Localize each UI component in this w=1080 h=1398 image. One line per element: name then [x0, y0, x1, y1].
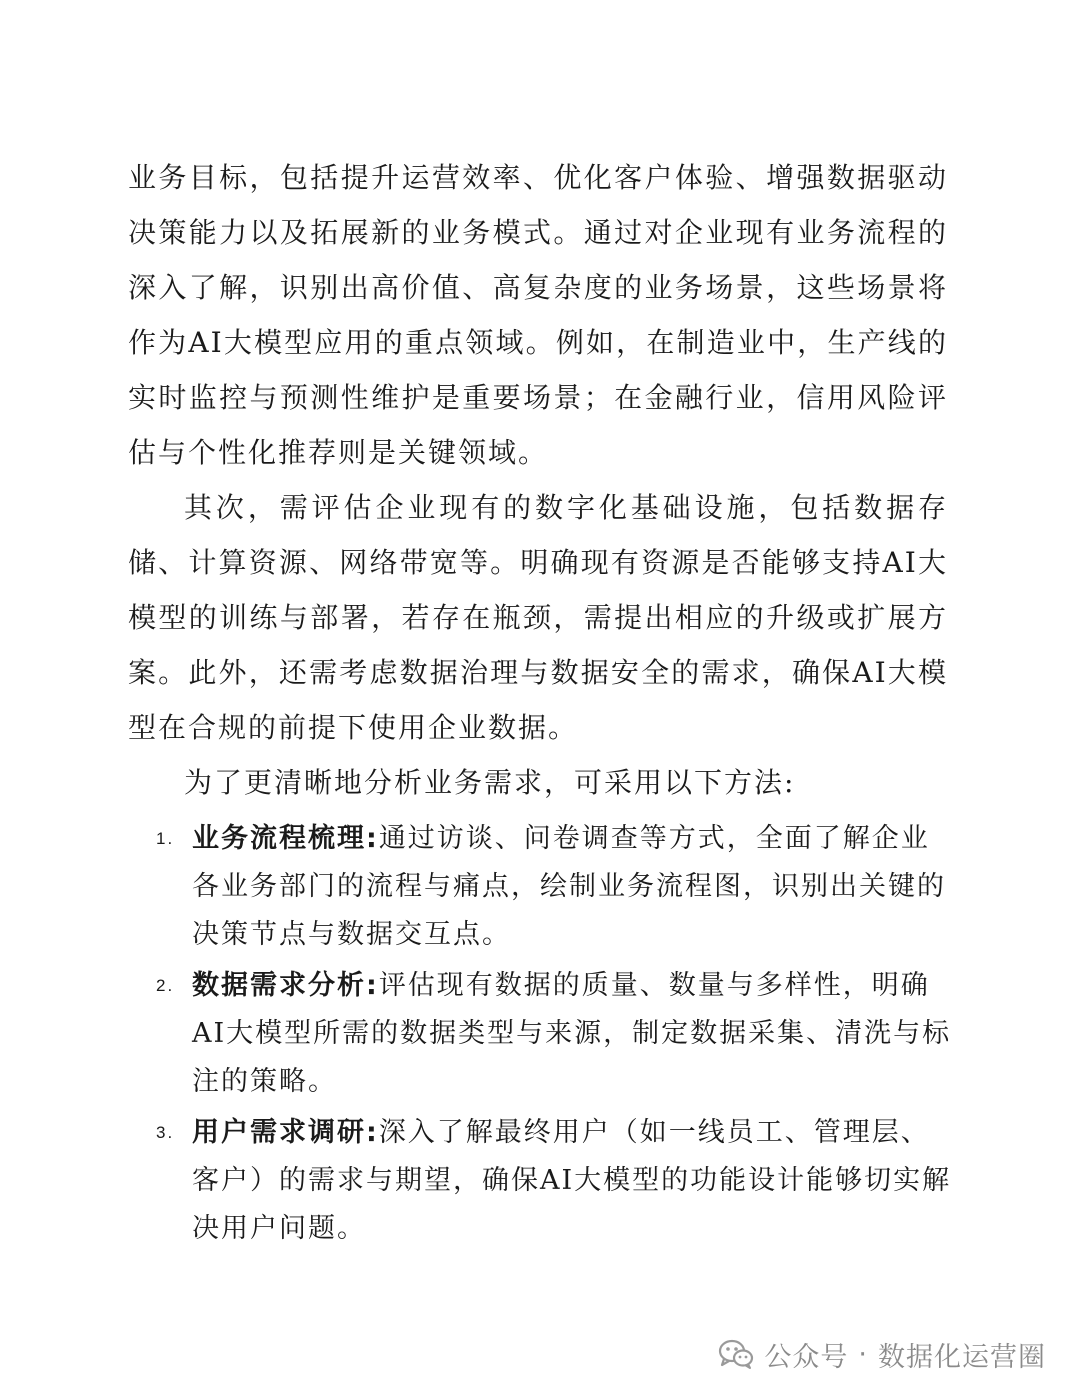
- list-item: [156, 962, 956, 1106]
- list-item-number: 3.: [156, 1123, 175, 1142]
- list-item: [156, 1109, 956, 1253]
- list-item-title: 数据需求分析:: [192, 970, 379, 1001]
- paragraph-methods-intro: 为了更清晰地分析业务需求，可采用以下方法:: [184, 766, 796, 799]
- list-item-text: 评估现有数据的质量、数量与多样性，明确AI大模型所需的数据类型与来源，制定数据采集、清洗与标注的策略。: [192, 970, 952, 1097]
- list-item-title: 业务流程梳理:: [192, 823, 379, 854]
- list-item-title: 用户需求调研:: [192, 1117, 379, 1148]
- wechat-watermark: [718, 1334, 1046, 1374]
- list-item-text: 深入了解最终用户（如一线员工、管理层、客户）的需求与期望，确保AI大模型的功能设计能够切实解决用户问题。: [192, 1117, 952, 1244]
- list-item: [156, 815, 956, 959]
- methods-list: [156, 815, 956, 1256]
- footer-separator: ·: [858, 1338, 868, 1370]
- list-item-number: 2.: [156, 976, 175, 995]
- paragraph-infrastructure: 其次，需评估企业现有的数字化基础设施，包括数据存储、计算资源、网络带宽等。明确现有资源是否能够支持AI大模型的训练与部署，若存在瓶颈，需提出相应的升级或扩展方案。此外，还需考虑数据治理与数据安全的需求，确保AI大模型在合规的前提下使用企业数据。: [128, 491, 948, 744]
- paragraph-business-goals: 业务目标，包括提升运营效率、优化客户体验、增强数据驱动决策能力以及拓展新的业务模式。通过对企业现有业务流程的深入了解，识别出高价值、高复杂度的业务场景，这些场景将作为AI大模型应用的重点领域。例如，在制造业中，生产线的实时监控与预测性维护是重要场景；在金融行业，信用风险评估与个性化推荐则是关键领域。: [128, 161, 948, 469]
- wechat-icon: [718, 1338, 754, 1370]
- footer-account-name: 数据化运营圈: [878, 1341, 1046, 1373]
- footer-label: 公众号: [764, 1341, 849, 1373]
- list-item-text: 通过访谈、问卷调查等方式，全面了解企业各业务部门的流程与痛点，绘制业务流程图，识别出关键的决策节点与数据交互点。: [192, 823, 946, 950]
- list-item-number: 1.: [156, 829, 175, 848]
